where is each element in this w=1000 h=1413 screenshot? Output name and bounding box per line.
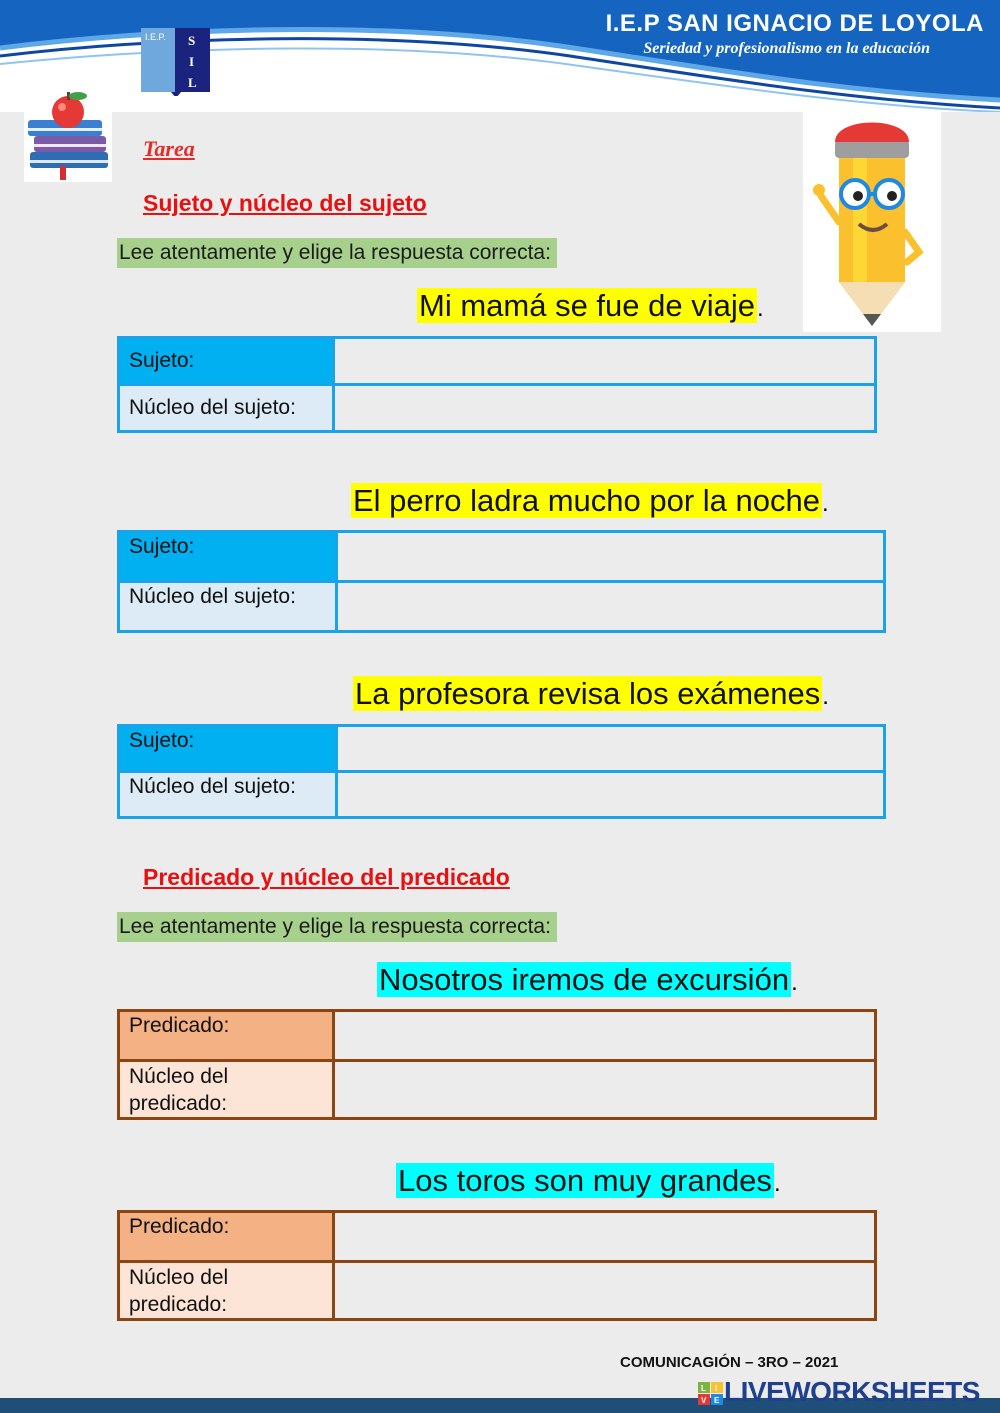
sentence-line <box>396 1161 781 1201</box>
logo-letter-s: S <box>188 33 196 48</box>
subject-label: Sujeto: <box>119 726 337 772</box>
sentence-text: El perro ladra mucho por la noche <box>353 483 820 518</box>
subject-nucleus-answer-cell[interactable] <box>334 385 876 432</box>
sentence-line <box>377 960 798 1000</box>
sentence-period: . <box>773 1170 781 1197</box>
section-title-subject: Sujeto y núcleo del sujeto <box>143 190 427 216</box>
sentence-period: . <box>821 490 829 517</box>
lw-letter-l: L <box>701 1384 706 1393</box>
subject-label: Sujeto: <box>119 532 337 582</box>
section-title-predicate: Predicado y núcleo del predicado <box>143 864 510 890</box>
instruction-predicate: Lee atentamente y elige la respuesta correcta: <box>117 912 557 942</box>
subject-nucleus-answer-cell[interactable] <box>337 772 885 818</box>
subject-answer-table <box>117 530 886 633</box>
predicate-label: Predicado: <box>119 1212 334 1262</box>
sentence-text: Nosotros iremos de excursión <box>379 962 790 997</box>
predicate-nucleus-label: Núcleo del predicado: <box>119 1061 334 1119</box>
sentence-period: . <box>822 683 829 710</box>
logo-letter-l: L <box>188 75 197 90</box>
logo-letter-i: I <box>189 54 195 69</box>
sentence-line <box>351 481 829 521</box>
logo-small-text: I.E.P. <box>145 32 166 42</box>
course-footer: COMUNICAGIÓN – 3RO – 2021 <box>620 1354 839 1371</box>
subject-nucleus-label: Núcleo del sujeto: <box>119 772 337 818</box>
predicate-nucleus-answer-cell[interactable] <box>334 1262 876 1320</box>
subject-nucleus-answer-cell[interactable] <box>337 582 885 632</box>
sentence-period: . <box>791 969 798 996</box>
school-name: I.E.P SAN IGNACIO DE LOYOLA <box>605 10 984 37</box>
liveworksheets-brand: LIVEWORKSHEETS <box>724 1376 980 1407</box>
subject-answer-cell[interactable] <box>337 532 885 582</box>
lw-letter-i: I <box>715 1384 718 1393</box>
sentence-text: Mi mamá se fue de viaje <box>419 288 755 323</box>
subject-nucleus-label: Núcleo del sujeto: <box>119 582 337 632</box>
sentence-line <box>353 674 829 714</box>
sentence-text: Los toros son muy grandes <box>398 1163 772 1198</box>
subject-nucleus-label: Núcleo del sujeto: <box>119 385 334 432</box>
liveworksheets-logo-icon <box>698 1382 724 1406</box>
predicate-label: Predicado: <box>119 1011 334 1061</box>
books-apple-icon <box>24 90 112 182</box>
predicate-answer-cell[interactable] <box>334 1011 876 1061</box>
predicate-answer-table <box>117 1009 877 1120</box>
sentence-line <box>417 286 764 326</box>
predicate-answer-table <box>117 1210 877 1321</box>
subject-answer-cell[interactable] <box>337 726 885 772</box>
page-header <box>0 0 1000 112</box>
predicate-nucleus-answer-cell[interactable] <box>334 1061 876 1119</box>
subject-answer-table <box>117 336 877 433</box>
predicate-nucleus-label: Núcleo del predicado: <box>119 1262 334 1320</box>
lw-letter-v: V <box>701 1396 707 1405</box>
pencil-mascot-icon <box>803 112 941 332</box>
predicate-answer-cell[interactable] <box>334 1212 876 1262</box>
sentence-text: La profesora revisa los exámenes <box>355 676 821 711</box>
school-motto: Seriedad y profesionalismo en la educación <box>643 40 930 57</box>
subject-answer-cell[interactable] <box>334 338 876 385</box>
instruction-subject: Lee atentamente y elige la respuesta correcta: <box>117 238 557 268</box>
lw-letter-e: E <box>714 1396 720 1405</box>
homework-label: Tarea <box>143 136 195 161</box>
subject-answer-table <box>117 724 886 819</box>
school-logo-icon <box>141 28 210 96</box>
subject-label: Sujeto: <box>119 338 334 385</box>
sentence-period: . <box>756 295 764 322</box>
